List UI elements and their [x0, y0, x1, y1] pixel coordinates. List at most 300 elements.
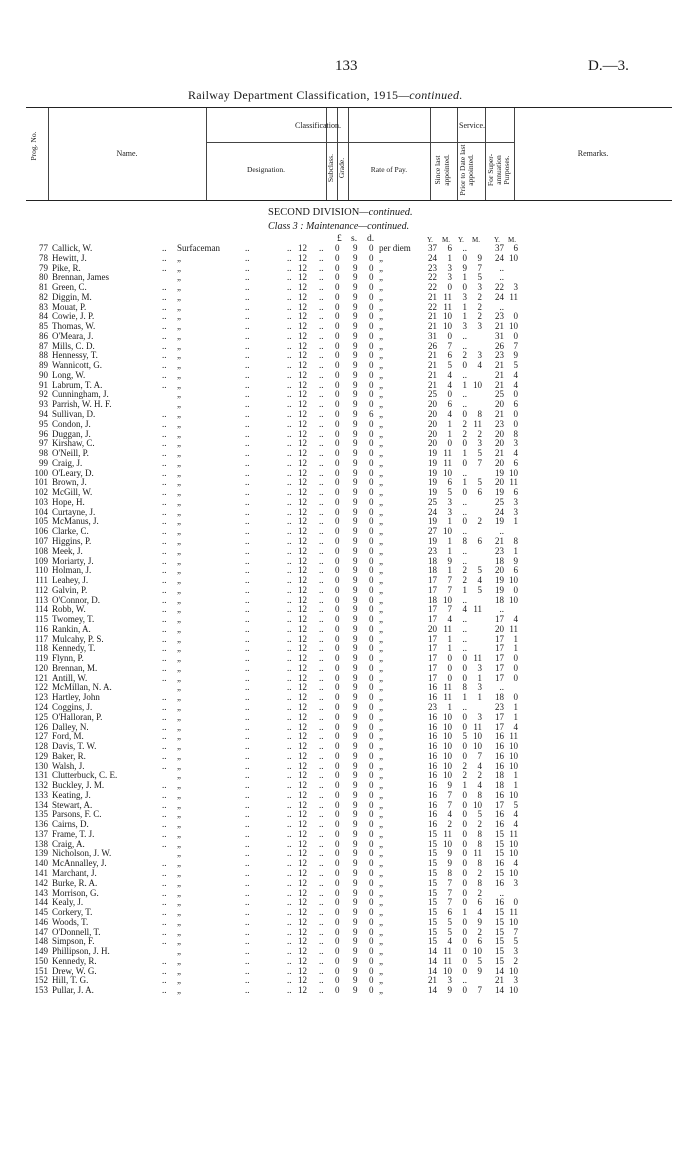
prior-years-cell: 2	[462, 770, 467, 781]
superannuation-years-cell: 19	[495, 467, 504, 478]
leader-dots: ..	[245, 721, 250, 732]
name-cell: Duggan, J.	[52, 428, 91, 439]
leader-dots: ..	[162, 926, 167, 937]
leader-dots: ..	[162, 760, 167, 771]
name-cell: Kennedy, T.	[52, 643, 96, 654]
pay-rate-cell: „	[379, 516, 383, 527]
superannuation-years-cell: ..	[499, 887, 504, 898]
leader-dots: ..	[319, 741, 324, 752]
leader-dots: ..	[287, 301, 292, 312]
leader-dots: ..	[245, 682, 250, 693]
since-last-years-cell: 21	[428, 291, 437, 302]
since-last-months-cell: 3	[447, 272, 452, 283]
grade-cell: 12	[298, 369, 307, 380]
since-last-months-cell: 4	[447, 409, 452, 420]
superannuation-years-cell: 16	[495, 731, 504, 742]
table-row	[0, 361, 700, 371]
prog-no-cell: 89	[39, 360, 48, 371]
leader-dots: ..	[162, 799, 167, 810]
leader-dots: ..	[162, 555, 167, 566]
leader-dots: ..	[162, 340, 167, 351]
leader-dots: ..	[162, 487, 167, 498]
leader-dots: ..	[245, 750, 250, 761]
leader-dots: ..	[245, 760, 250, 771]
designation-cell: „	[177, 467, 181, 478]
since-last-years-cell: 15	[428, 897, 437, 908]
name-cell: Davis, T. W.	[52, 741, 97, 752]
leader-dots: ..	[319, 946, 324, 957]
grade-cell: 12	[298, 428, 307, 439]
grade-cell: 12	[298, 262, 307, 273]
leader-dots: ..	[319, 555, 324, 566]
grade-cell: 12	[298, 653, 307, 664]
leader-dots: ..	[245, 672, 250, 683]
since-last-months-cell: 11	[443, 692, 452, 703]
leader-dots: ..	[245, 877, 250, 888]
prior-years-cell: 3	[462, 321, 467, 332]
superannuation-months-cell: 10	[509, 916, 518, 927]
pay-pounds-cell: 0	[335, 399, 340, 410]
leader-dots: ..	[319, 535, 324, 546]
designation-cell: „	[177, 721, 181, 732]
grade-cell: 12	[298, 711, 307, 722]
leader-dots: ..	[287, 887, 292, 898]
prior-months-cell: 11	[473, 653, 482, 664]
pay-shillings-cell: 9	[353, 614, 358, 625]
designation-cell: „	[177, 614, 181, 625]
pay-pounds-cell: 0	[335, 243, 340, 253]
prior-years-cell: ..	[462, 594, 467, 605]
pay-shillings-cell: 9	[353, 662, 358, 673]
service-unit: M.	[442, 236, 450, 244]
pay-pounds-cell: 0	[335, 389, 340, 400]
superannuation-months-cell: 9	[513, 350, 518, 361]
name-cell: Kennedy, R.	[52, 955, 97, 966]
pay-rate-cell: „	[379, 780, 383, 791]
pay-rate-cell: „	[379, 526, 383, 537]
leader-dots: ..	[319, 467, 324, 478]
leader-dots: ..	[319, 809, 324, 820]
since-last-years-cell: 17	[428, 604, 437, 615]
superannuation-months-cell: 10	[509, 789, 518, 800]
pay-pence-cell: 0	[369, 350, 374, 361]
leader-dots: ..	[245, 907, 250, 918]
leader-dots: ..	[287, 555, 292, 566]
superannuation-years-cell: 17	[495, 633, 504, 644]
superannuation-months-cell: 11	[509, 623, 518, 634]
table-row	[0, 508, 700, 518]
prog-no-cell: 130	[34, 760, 48, 771]
leader-dots: ..	[319, 369, 324, 380]
leader-dots: ..	[162, 614, 167, 625]
since-last-years-cell: 16	[428, 789, 437, 800]
prog-no-cell: 128	[34, 741, 48, 752]
leader-dots: ..	[319, 379, 324, 390]
pay-shillings-cell: 9	[353, 828, 358, 839]
designation-cell: „	[177, 809, 181, 820]
prog-no-cell: 124	[34, 701, 48, 712]
designation-cell: „	[177, 409, 181, 420]
pay-pence-cell: 0	[369, 467, 374, 478]
table-row	[0, 273, 700, 283]
leader-dots: ..	[319, 272, 324, 283]
since-last-years-cell: 19	[428, 448, 437, 459]
pay-pence-cell: 0	[369, 877, 374, 888]
leader-dots: ..	[319, 731, 324, 742]
running-title	[188, 88, 463, 103]
designation-cell: „	[177, 389, 181, 400]
pay-pence-cell: 0	[369, 555, 374, 566]
pay-pounds-cell: 0	[335, 535, 340, 546]
designation-cell: „	[177, 760, 181, 771]
prog-no-cell: 84	[39, 311, 48, 322]
leader-dots: ..	[162, 653, 167, 664]
since-last-years-cell: 17	[428, 614, 437, 625]
grade-cell: 12	[298, 701, 307, 712]
grade-cell: 12	[298, 350, 307, 361]
prior-months-cell: 11	[473, 418, 482, 429]
superannuation-months-cell: 5	[513, 936, 518, 947]
designation-cell: „	[177, 868, 181, 878]
pay-rate-cell: „	[379, 350, 383, 361]
name-cell: Holman, J.	[52, 565, 92, 576]
pay-pounds-cell: 0	[335, 291, 340, 302]
since-last-months-cell: 9	[447, 985, 452, 996]
leader-dots: ..	[162, 301, 167, 312]
pounds-unit: £	[337, 234, 342, 244]
pay-rate-cell: „	[379, 311, 383, 322]
pay-rate-cell: „	[379, 662, 383, 673]
name-cell: Green, C.	[52, 282, 87, 293]
name-cell: Frame, T. J.	[52, 828, 95, 839]
leader-dots: ..	[319, 360, 324, 371]
pay-shillings-cell: 9	[353, 330, 358, 341]
pay-pence-cell: 0	[369, 282, 374, 293]
since-last-years-cell: 20	[428, 623, 437, 634]
grade-cell: 12	[298, 243, 307, 253]
leader-dots: ..	[245, 819, 250, 830]
pay-pence-cell: 0	[369, 741, 374, 752]
prior-years-cell: 1	[462, 780, 467, 791]
leader-dots: ..	[287, 838, 292, 849]
leader-dots: ..	[287, 828, 292, 839]
leader-dots: ..	[287, 252, 292, 263]
prior-years-cell: 1	[462, 692, 467, 703]
pay-pounds-cell: 0	[335, 457, 340, 468]
since-last-years-cell: 27	[428, 526, 437, 537]
leader-dots: ..	[287, 692, 292, 703]
prior-months-cell: 8	[477, 828, 482, 839]
prog-no-cell: 101	[34, 477, 48, 488]
table-row	[0, 742, 700, 752]
superannuation-months-cell: 10	[509, 868, 518, 878]
superannuation-months-cell: 6	[513, 487, 518, 498]
since-last-months-cell: 0	[447, 282, 452, 293]
employee-table-body	[0, 244, 700, 996]
superannuation-months-cell: 0	[513, 311, 518, 322]
table-row	[0, 332, 700, 342]
pay-rate-cell: „	[379, 799, 383, 810]
leader-dots: ..	[162, 418, 167, 429]
name-cell: Hewitt, J.	[52, 252, 87, 263]
pay-rate-cell: „	[379, 379, 383, 390]
pay-shillings-cell: 9	[353, 604, 358, 615]
section-title	[268, 207, 413, 218]
shillings-unit: s.	[351, 234, 358, 244]
pay-rate-cell: „	[379, 848, 383, 859]
leader-dots: ..	[245, 916, 250, 927]
prog-no-cell: 122	[34, 682, 48, 693]
superannuation-years-cell: 17	[495, 799, 504, 810]
table-row	[0, 869, 700, 879]
prog-no-cell: 134	[34, 799, 48, 810]
designation-cell: „	[177, 311, 181, 322]
leader-dots: ..	[319, 789, 324, 800]
since-last-years-cell: 15	[428, 916, 437, 927]
designation-header: Designation.	[246, 165, 286, 174]
leader-dots: ..	[319, 282, 324, 293]
name-cell: Coggins, J.	[52, 701, 93, 712]
pay-pence-cell: 6	[369, 409, 374, 420]
pay-pence-cell: 0	[369, 575, 374, 586]
grade-cell: 12	[298, 965, 307, 976]
table-row	[0, 898, 700, 908]
pay-shillings-cell: 9	[353, 701, 358, 712]
leader-dots: ..	[319, 389, 324, 400]
prior-months-cell: 5	[477, 272, 482, 283]
since-last-years-cell: 20	[428, 418, 437, 429]
since-last-years-cell: 21	[428, 350, 437, 361]
leader-dots: ..	[162, 330, 167, 341]
pay-pounds-cell: 0	[335, 741, 340, 752]
pay-pence-cell: 0	[369, 643, 374, 654]
grade-cell: 12	[298, 868, 307, 878]
leader-dots: ..	[319, 457, 324, 468]
leader-dots: ..	[162, 575, 167, 586]
leader-dots: ..	[245, 555, 250, 566]
prior-months-cell: 7	[477, 985, 482, 996]
leader-dots: ..	[162, 789, 167, 800]
leader-dots: ..	[245, 311, 250, 322]
prior-years-cell: ..	[462, 330, 467, 341]
leader-dots: ..	[245, 301, 250, 312]
superannuation-years-cell: 24	[495, 506, 504, 517]
since-last-years-cell: 17	[428, 643, 437, 654]
grade-cell: 12	[298, 321, 307, 332]
pay-pence-cell: 0	[369, 243, 374, 253]
pay-pence-cell: 0	[369, 897, 374, 908]
prior-months-cell: 11	[473, 848, 482, 859]
pay-shillings-cell: 9	[353, 916, 358, 927]
name-cell: Long, W.	[52, 369, 86, 380]
since-last-years-cell: 16	[428, 799, 437, 810]
prog-no-cell: 152	[34, 975, 48, 986]
leader-dots: ..	[319, 340, 324, 351]
grade-cell: 12	[298, 858, 307, 869]
leader-dots: ..	[162, 623, 167, 634]
prior-months-cell: 10	[473, 741, 482, 752]
prior-months-cell: 5	[477, 477, 482, 488]
designation-cell: „	[177, 907, 181, 918]
leader-dots: ..	[245, 594, 250, 605]
designation-cell: „	[177, 799, 181, 810]
pay-pounds-cell: 0	[335, 575, 340, 586]
prior-years-cell: 0	[462, 848, 467, 859]
prior-years-cell: 1	[462, 301, 467, 312]
leader-dots: ..	[287, 643, 292, 654]
pay-rate-cell: „	[379, 360, 383, 371]
leader-dots: ..	[245, 477, 250, 488]
prior-years-cell: ..	[462, 614, 467, 625]
name-cell: Burke, R. A.	[52, 877, 98, 888]
prog-no-cell: 77	[39, 243, 48, 253]
name-cell: Brown, J.	[52, 477, 87, 488]
leader-dots: ..	[319, 848, 324, 859]
pay-rate-cell: „	[379, 330, 383, 341]
superannuation-years-cell: 21	[495, 379, 504, 390]
table-row	[0, 430, 700, 440]
superannuation-months-cell: 0	[513, 672, 518, 683]
table-row	[0, 713, 700, 723]
designation-cell: „	[177, 985, 181, 996]
pay-rate-cell: „	[379, 721, 383, 732]
grade-cell: 12	[298, 731, 307, 742]
leader-dots: ..	[287, 926, 292, 937]
since-last-years-cell: 15	[428, 848, 437, 859]
leader-dots: ..	[319, 711, 324, 722]
leader-dots: ..	[319, 662, 324, 673]
leader-dots: ..	[319, 604, 324, 615]
since-last-years-cell: 37	[428, 243, 437, 253]
grade-cell: 12	[298, 252, 307, 263]
since-last-months-cell: 11	[443, 301, 452, 312]
pay-rate-cell: „	[379, 301, 383, 312]
pay-shillings-cell: 9	[353, 311, 358, 322]
prog-no-cell: 153	[34, 985, 48, 996]
table-row	[0, 547, 700, 557]
pay-shillings-cell: 9	[353, 399, 358, 410]
since-last-years-cell: 21	[428, 321, 437, 332]
superannuation-years-cell: ..	[499, 526, 504, 537]
leader-dots: ..	[245, 848, 250, 859]
superannuation-years-cell: 16	[495, 809, 504, 820]
since-last-years-cell: 19	[428, 535, 437, 546]
since-last-years-cell: 16	[428, 819, 437, 830]
name-cell: Robb, W.	[52, 604, 86, 615]
table-row	[0, 928, 700, 938]
leader-dots: ..	[287, 877, 292, 888]
since-last-years-cell: 16	[428, 682, 437, 693]
since-last-years-cell: 22	[428, 272, 437, 283]
pay-rate-cell: „	[379, 711, 383, 722]
pay-pence-cell: 0	[369, 623, 374, 634]
grade-cell: 12	[298, 741, 307, 752]
since-last-years-cell: 16	[428, 750, 437, 761]
pay-rate-cell: „	[379, 457, 383, 468]
since-last-months-cell: 4	[447, 614, 452, 625]
name-cell: Kirshaw, C.	[52, 438, 95, 449]
prior-months-cell: 8	[477, 858, 482, 869]
grade-cell: 12	[298, 311, 307, 322]
since-last-months-cell: 5	[447, 916, 452, 927]
designation-cell: „	[177, 545, 181, 556]
pay-shillings-cell: 9	[353, 487, 358, 498]
pay-pence-cell: 0	[369, 565, 374, 576]
prog-no-cell: 105	[34, 516, 48, 527]
prog-no-cell: 151	[34, 965, 48, 976]
leader-dots: ..	[287, 496, 292, 507]
leader-dots: ..	[319, 701, 324, 712]
superannuation-years-cell: 19	[495, 584, 504, 595]
prior-months-cell: 4	[477, 907, 482, 918]
table-row	[0, 654, 700, 664]
leader-dots: ..	[245, 467, 250, 478]
pay-rate-cell: „	[379, 565, 383, 576]
grade-cell: 12	[298, 575, 307, 586]
prog-no-header: Prog. No.	[29, 131, 38, 161]
since-last-months-cell: 11	[443, 623, 452, 634]
superannuation-months-cell: 4	[513, 379, 518, 390]
table-row	[0, 322, 700, 332]
prior-years-cell: 0	[462, 955, 467, 966]
designation-cell: „	[177, 887, 181, 898]
prior-months-cell: 6	[477, 535, 482, 546]
since-last-years-cell: 17	[428, 575, 437, 586]
grade-cell: 12	[298, 819, 307, 830]
prog-no-cell: 144	[34, 897, 48, 908]
prior-months-cell: 3	[477, 438, 482, 449]
since-last-years-cell: 16	[428, 692, 437, 703]
leader-dots: ..	[319, 565, 324, 576]
pay-pounds-cell: 0	[335, 731, 340, 742]
prog-no-cell: 135	[34, 809, 48, 820]
pay-pounds-cell: 0	[335, 653, 340, 664]
table-row	[0, 537, 700, 547]
pay-rate-cell: „	[379, 487, 383, 498]
since-last-months-cell: 7	[447, 789, 452, 800]
designation-cell: „	[177, 252, 181, 263]
name-cell: Callick, W.	[52, 243, 93, 253]
superannuation-years-cell: 21	[495, 360, 504, 371]
grade-cell: 12	[298, 535, 307, 546]
designation-cell: „	[177, 262, 181, 273]
superannuation-years-cell: 16	[495, 760, 504, 771]
prior-months-cell: 2	[477, 868, 482, 878]
prior-months-cell: 2	[477, 926, 482, 937]
superannuation-months-cell: 11	[509, 291, 518, 302]
grade-cell: 12	[298, 721, 307, 732]
prior-months-cell: 3	[477, 282, 482, 293]
class-continued: —continued.	[358, 221, 410, 232]
leader-dots: ..	[287, 360, 292, 371]
leader-dots: ..	[287, 662, 292, 673]
leader-dots: ..	[287, 701, 292, 712]
grade-cell: 12	[298, 682, 307, 693]
leader-dots: ..	[287, 291, 292, 302]
pay-pounds-cell: 0	[335, 545, 340, 556]
pay-pence-cell: 0	[369, 389, 374, 400]
table-row	[0, 957, 700, 967]
leader-dots: ..	[245, 955, 250, 966]
designation-cell: „	[177, 340, 181, 351]
leader-dots: ..	[287, 799, 292, 810]
prior-months-cell: 2	[477, 516, 482, 527]
superannuation-months-cell: 4	[513, 614, 518, 625]
since-last-years-cell: 19	[428, 487, 437, 498]
pay-shillings-cell: 9	[353, 868, 358, 878]
since-last-months-cell: 7	[447, 799, 452, 810]
prog-no-cell: 138	[34, 838, 48, 849]
